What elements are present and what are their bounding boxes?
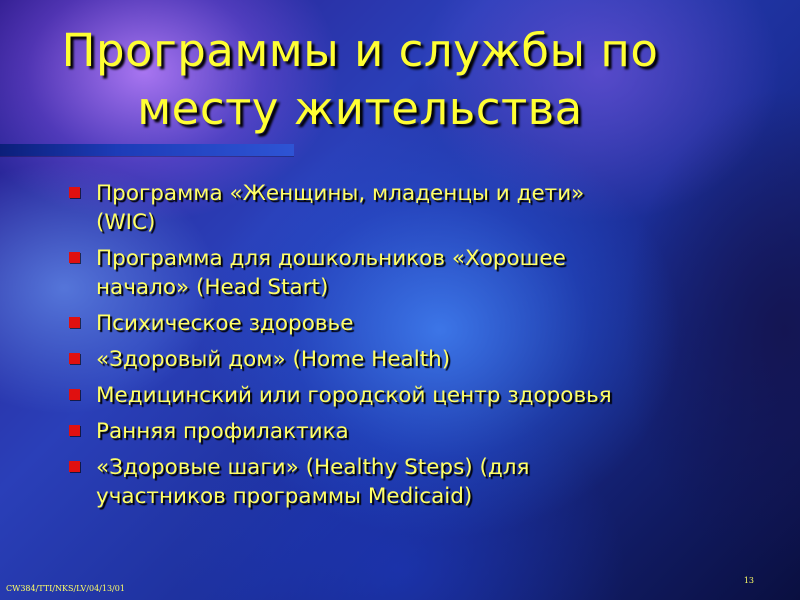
bullet-item-mental-health bbox=[66, 309, 756, 338]
red-square-bullet-icon bbox=[69, 252, 80, 263]
bullet-text-line: начало» (Head Start) bbox=[96, 275, 329, 300]
bullet-text-line: Программа «Женщины, младенцы и дети» bbox=[96, 181, 585, 206]
bullet-item-home-health bbox=[66, 345, 756, 374]
red-square-bullet-icon bbox=[69, 317, 80, 328]
bullet-text-line: Психическое здоровье bbox=[96, 311, 354, 336]
bullet-text-line: (WIC) bbox=[96, 210, 156, 235]
bullet-text-line: Медицинский или городской центр здоровья bbox=[96, 383, 612, 408]
bullet-item-wic bbox=[66, 179, 756, 237]
bullet-item-health-center bbox=[66, 381, 756, 410]
bullet-list bbox=[66, 179, 756, 518]
title-underline-bar bbox=[0, 144, 294, 156]
slide-title bbox=[0, 22, 720, 138]
red-square-bullet-icon bbox=[69, 461, 80, 472]
bullet-text-line: Программа для дошкольников «Хорошее bbox=[96, 246, 566, 271]
bullet-text-line: «Здоровые шаги» (Healthy Steps) (для bbox=[96, 455, 530, 480]
slide-title-line-1: Программы и службы по bbox=[61, 24, 659, 77]
bullet-text-line: участников программы Medicaid) bbox=[96, 484, 473, 509]
bullet-item-healthy-steps bbox=[66, 453, 756, 511]
bullet-text-line: Ранняя профилактика bbox=[96, 419, 349, 444]
red-square-bullet-icon bbox=[69, 425, 80, 436]
red-square-bullet-icon bbox=[69, 389, 80, 400]
bullet-item-early-prevention bbox=[66, 417, 756, 446]
red-square-bullet-icon bbox=[69, 187, 80, 198]
bullet-text-line: «Здоровый дом» (Home Health) bbox=[96, 347, 451, 372]
slide-footer-code: CW384/TTI/NKS/LV/04/13/01 bbox=[6, 584, 125, 593]
red-square-bullet-icon bbox=[69, 353, 80, 364]
bullet-item-head-start bbox=[66, 244, 756, 302]
slide-title-line-2: месту жительства bbox=[137, 82, 583, 135]
slide-page-number: 13 bbox=[743, 576, 754, 585]
